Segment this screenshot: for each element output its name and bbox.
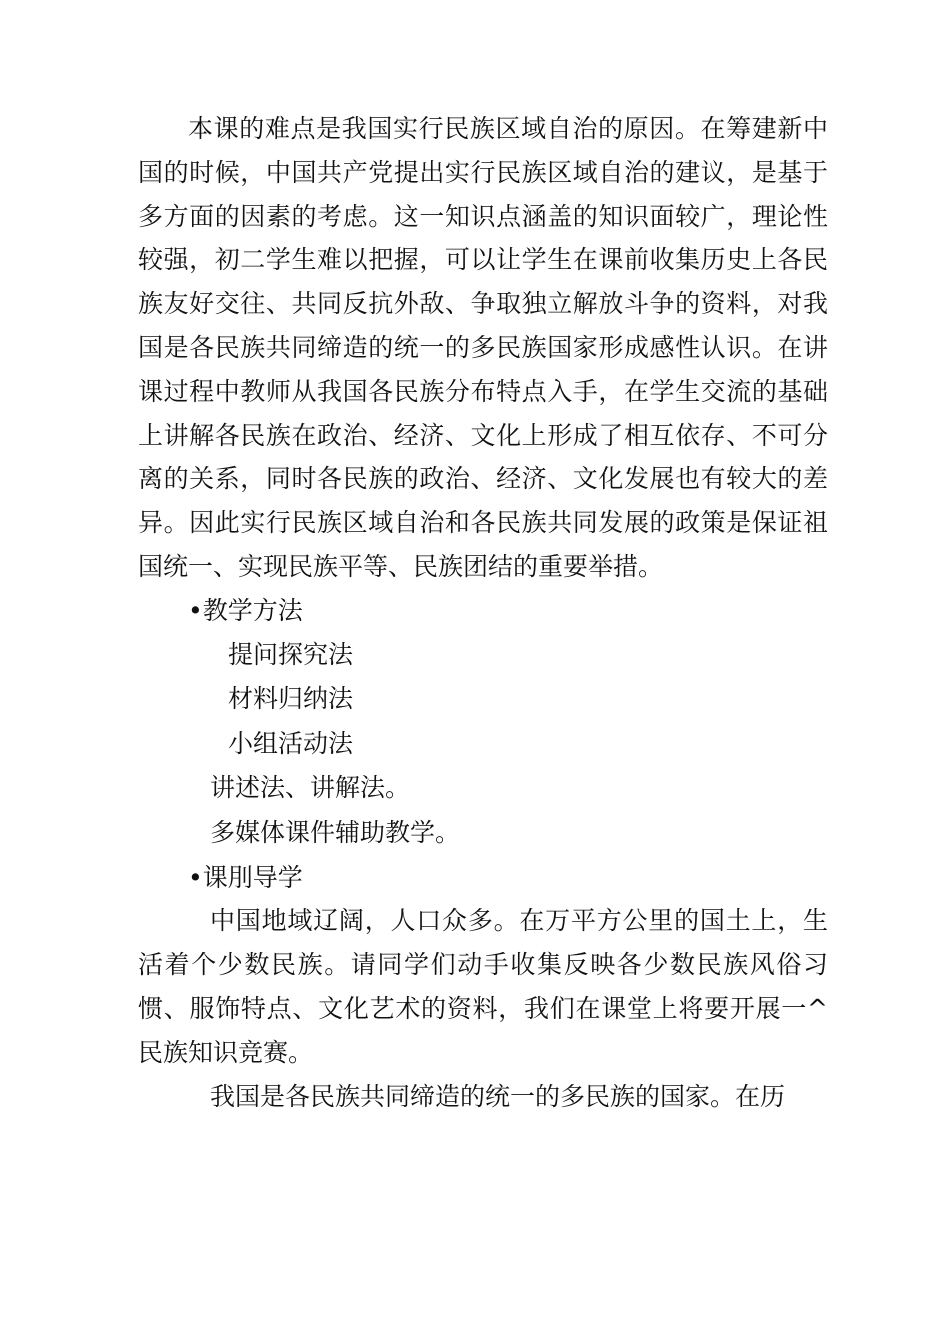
method-item: 提问探究法 <box>228 639 354 669</box>
method-item: 小组活动法 <box>228 728 354 758</box>
method-item-extra: 多媒体课件辅助教学。 <box>210 817 461 847</box>
method-item: 材料归纳法 <box>228 684 354 714</box>
method-item-extra: 讲述法、讲解法。 <box>210 773 411 803</box>
last-paragraph: 我国是各民族共同缔造的统一的多民族的国家。在历 <box>210 1081 786 1111</box>
preview-heading: •课刖导学 <box>188 862 303 892</box>
preview-paragraph: 中国地域辽阔，人口众多。在万平方公里的国土上，生活着个少数民族。请同学们动手收集反映各少数民族风俗习惯、服饰特点、文化艺术的资料，我们在课堂上将要开展一^民族知识竞赛。 <box>138 906 828 1067</box>
document-page <box>138 107 828 1118</box>
methods-heading: •教学方法 <box>188 595 303 625</box>
difficulty-paragraph: 本课的难点是我国实行民族区域自治的原因。在筹建新中国的时候，中国共产党提出实行民族区域自治的建议，是基于多方面的因素的考虑。这一知识点涵盖的知识面较广，理论性较强，初二学生难以把握，可以让学生在课前收集历史上各民族友好交往、共同反抗外敌、争取独立解放斗争的资料，对我国是各民族共同缔造的统一的多民族国家形成感性认识。在讲课过程中教师从我国各民族分布特点入手，在学生交流的基础上讲解各民族在政治、经济、文化上形成了相互依存、不可分离的关系，同时各民族的政治、经济、文化发展也有较大的差异。因此实行民族区域自治和各民族共同发展的政策是保证祖国统一、实现民族平等、民族团结的重要举措。 <box>138 114 828 581</box>
methods-list <box>138 633 828 856</box>
